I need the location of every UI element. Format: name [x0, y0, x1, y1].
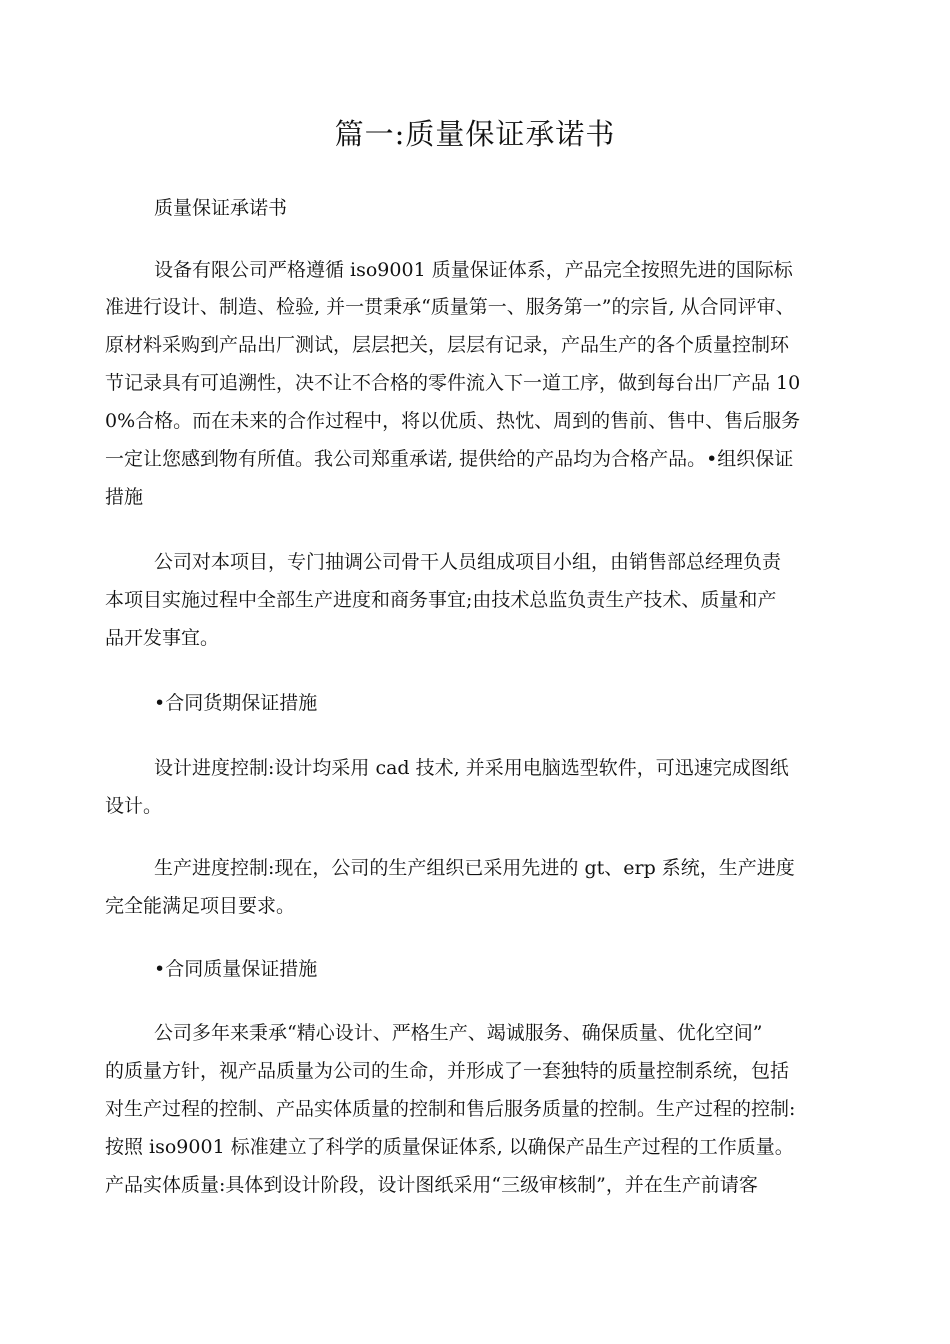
text-line: 节记录具有可追溯性，决不让不合格的零件流入下一道工序，做到每台出厂产品 10 [105, 372, 801, 394]
text-line: 措施 [105, 486, 144, 508]
text-line: 本项目实施过程中全部生产进度和商务事宜;由技术总监负责生产技术、质量和产 [105, 589, 777, 611]
bullet-heading: •合同质量保证措施 [154, 958, 318, 980]
text-line: 设备有限公司严格遵循 iso9001 质量保证体系，产品完全按照先进的国际标 [154, 259, 793, 281]
text-line: 完全能满足项目要求。 [105, 895, 296, 917]
text-line: 公司多年来秉承“精心设计、严格生产、竭诚服务、确保质量、优化空间” [154, 1022, 763, 1044]
text-line: 设计进度控制:设计均采用 cad 技术, 并采用电脑选型软件，可迅速完成图纸 [154, 757, 789, 779]
text-line: 公司对本项目，专门抽调公司骨干人员组成项目小组，由销售部总经理负责 [154, 551, 782, 573]
text-line: 生产进度控制:现在，公司的生产组织已采用先进的 gt、erp 系统，生产进度 [154, 857, 795, 879]
text-line: 一定让您感到物有所值。我公司郑重承诺, 提供给的产品均为合格产品。•组织保证 [105, 448, 794, 470]
text-line: 设计。 [105, 795, 163, 817]
text-line: 品开发事宜。 [105, 627, 220, 649]
text-line: 0%合格。而在未来的合作过程中，将以优质、热忱、周到的售前、售中、售后服务 [105, 410, 801, 432]
text-line: 的质量方针，视产品质量为公司的生命，并形成了一套独特的质量控制系统，包括 [105, 1060, 790, 1082]
page-title: 篇一:质量保证承诺书 [334, 117, 616, 151]
text-line: 原材料采购到产品出厂测试，层层把关，层层有记录，产品生产的各个质量控制环 [105, 334, 790, 356]
text-line: 准进行设计、制造、检验, 并一贯秉承“质量第一、服务第一”的宗旨, 从合同评审、 [105, 296, 795, 318]
text-line: 对生产过程的控制、产品实体质量的控制和售后服务质量的控制。生产过程的控制: [105, 1098, 796, 1120]
section-subtitle: 质量保证承诺书 [154, 197, 288, 219]
text-line: 按照 iso9001 标准建立了科学的质量保证体系, 以确保产品生产过程的工作质量。 [105, 1136, 794, 1158]
text-line: 产品实体质量:具体到设计阶段，设计图纸采用“三级审核制”，并在生产前请客 [105, 1174, 758, 1196]
bullet-heading: •合同货期保证措施 [154, 692, 318, 714]
